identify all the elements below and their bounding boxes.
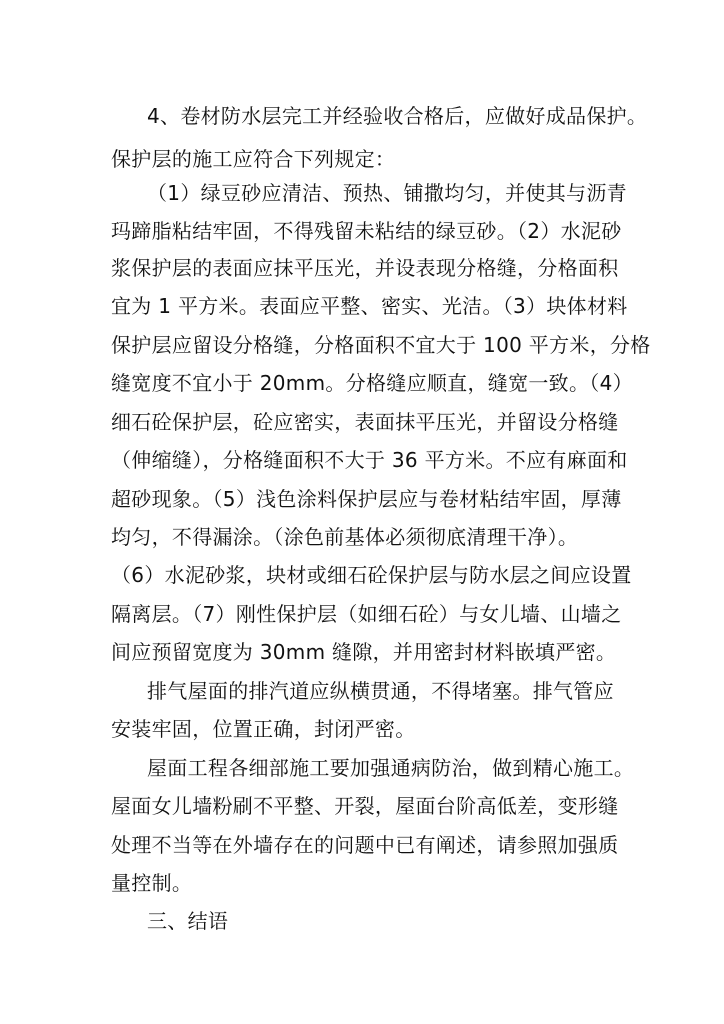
paragraph-line: 保护层的施工应符合下列规定：: [111, 147, 396, 171]
paragraph-line: 浆保护层的表面应抹平压光，并设表现分格缝，分格面积: [111, 256, 619, 280]
paragraph-line: 细石砼保护层，砼应密实，表面抹平压光，并留设分格缝: [111, 410, 619, 434]
paragraph-line: 排气屋面的排汽道应纵横贯通，不得堵塞。排气管应: [147, 679, 614, 703]
paragraph-line: 隔离层。（7）刚性保护层（如细石砼）与女儿墙、山墙之: [111, 602, 622, 626]
paragraph-line: 屋面工程各细部施工要加强通病防治，做到精心施工。: [147, 756, 635, 780]
paragraph-line: （6）水泥砂浆，块材或细石砼保护层与防水层之间应设置: [111, 563, 632, 587]
paragraph-line: （伸缩缝），分格缝面积不大于 36 平方米。不应有麻面和: [111, 448, 628, 472]
paragraph-line: 4、卷材防水层完工并经验收合格后，应做好成品保护。: [147, 104, 648, 128]
paragraph-line: 量控制。: [111, 871, 193, 895]
paragraph-line: 处理不当等在外墙存在的问题中已有阐述，请参照加强质: [111, 833, 619, 857]
paragraph-line: 缝宽度不宜小于 20mm。分格缝应顺直，缝宽一致。（4）: [111, 371, 633, 395]
paragraph-line: 保护层应留设分格缝，分格面积不宜大于 100 平方米，分格: [111, 333, 651, 357]
paragraph-line: 安装牢固，位置正确，封闭严密。: [111, 717, 416, 741]
paragraph-line: 玛蹄脂粘结牢固，不得残留未粘结的绿豆砂。（2）水泥砂: [111, 219, 622, 243]
section-heading: 三、结语: [147, 909, 229, 933]
paragraph-line: 宜为 1 平方米。表面应平整、密实、光洁。（3）块体材料: [111, 294, 628, 318]
paragraph-line: 间应预留宽度为 30mm 缝隙，并用密封材料嵌填严密。: [111, 640, 617, 664]
paragraph-line: 超砂现象。（5）浅色涂料保护层应与卷材粘结牢固，厚薄: [111, 487, 622, 511]
paragraph-line: （1）绿豆砂应清洁、预热、铺撒均匀，并使其与沥青: [147, 181, 627, 205]
paragraph-line: 均匀，不得漏涂。（涂色前基体必须彻底清理干净）。: [111, 525, 579, 549]
paragraph-line: 屋面女儿墙粉刷不平整、开裂，屋面台阶高低差，变形缝: [111, 794, 619, 818]
